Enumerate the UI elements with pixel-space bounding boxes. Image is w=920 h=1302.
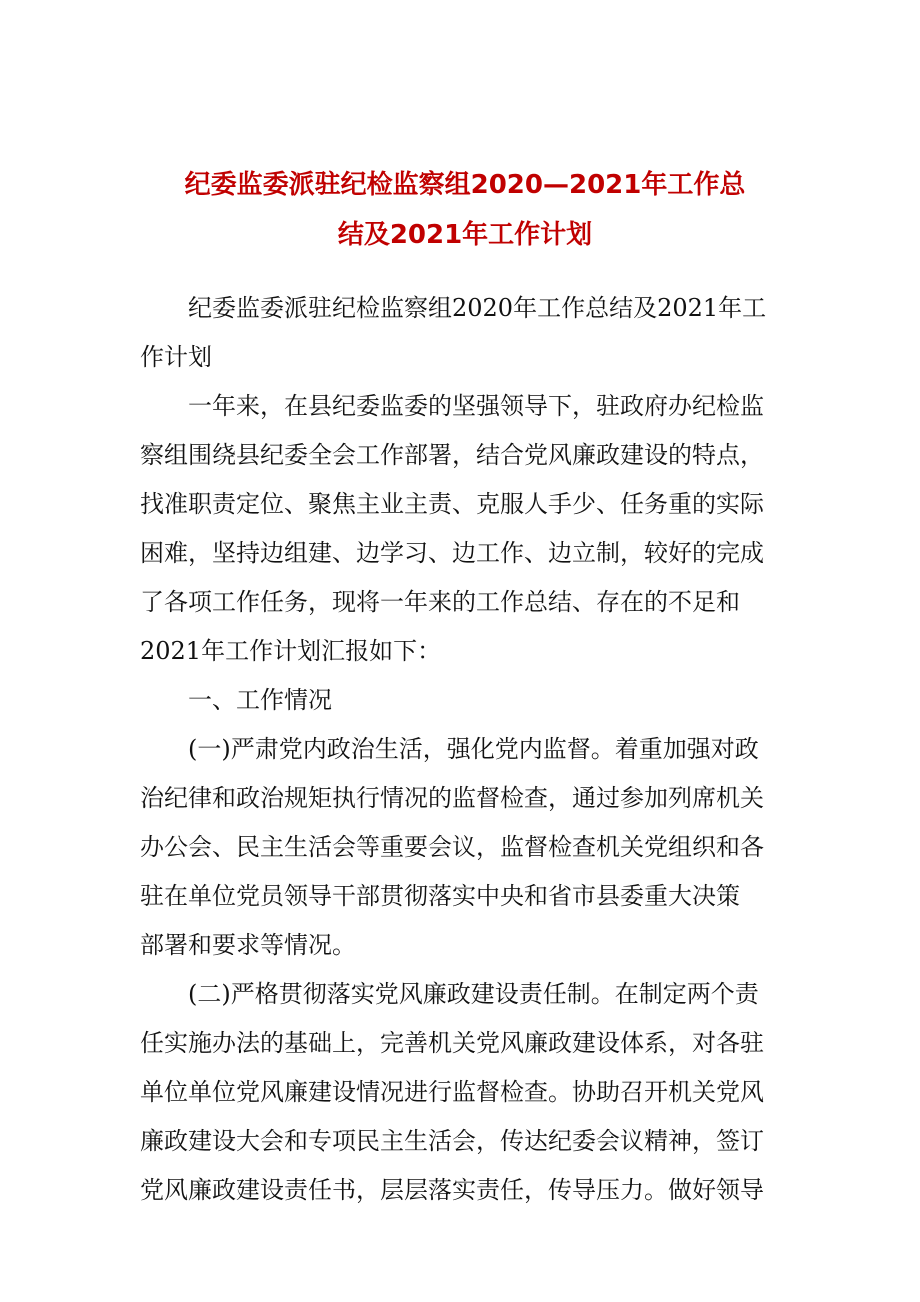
- paragraph-line: 作计划: [140, 343, 212, 371]
- paragraph-line: 2021年工作计划汇报如下：: [140, 637, 442, 665]
- paragraph-line: 纪委监委派驻纪检监察组2020年工作总结及2021年工: [188, 294, 767, 322]
- title-line-2: 结及2021年工作计划: [337, 220, 593, 250]
- paragraph-item-2: [140, 970, 790, 1215]
- paragraph-line: 部署和要求等情况。: [140, 931, 356, 959]
- document-body: [140, 284, 790, 1215]
- paragraph-line: 了各项工作任务，现将一年来的工作总结、存在的不足和: [140, 588, 740, 616]
- paragraph-line: 一年来，在县纪委监委的坚强领导下，驻政府办纪检监: [188, 392, 764, 420]
- document-title: [140, 160, 790, 260]
- paragraph-line: 驻在单位党员领导干部贯彻落实中央和省市县委重大决策: [140, 882, 740, 910]
- paragraph-line: 一、工作情况: [188, 686, 332, 714]
- paragraph-line: 任实施办法的基础上，完善机关党风廉政建设体系，对各驻: [140, 1029, 764, 1057]
- paragraph-line: 察组围绕县纪委全会工作部署，结合党风廉政建设的特点，: [140, 441, 764, 469]
- paragraph-line: 单位单位党风廉建设情况进行监督检查。协助召开机关党风: [140, 1078, 764, 1106]
- paragraph-subtitle: [140, 284, 790, 382]
- paragraph-line: 廉政建设大会和专项民主生活会，传达纪委会议精神，签订: [140, 1127, 764, 1155]
- paragraph-intro: [140, 382, 790, 676]
- paragraph-item-1: [140, 725, 790, 970]
- paragraph-line: (一)严肃党内政治生活，强化党内监督。着重加强对政: [188, 735, 759, 763]
- paragraph-line: 困难，坚持边组建、边学习、边工作、边立制，较好的完成: [140, 539, 764, 567]
- paragraph-line: (二)严格贯彻落实党风廉政建设责任制。在制定两个责: [188, 980, 759, 1008]
- paragraph-line: 办公会、民主生活会等重要会议，监督检查机关党组织和各: [140, 833, 764, 861]
- title-line-1: 纪委监委派驻纪检监察组2020—2021年工作总: [184, 170, 746, 200]
- paragraph-line: 治纪律和政治规矩执行情况的监督检查，通过参加列席机关: [140, 784, 764, 812]
- paragraph-line: 党风廉政建设责任书，层层落实责任，传导压力。做好领导: [140, 1176, 764, 1204]
- paragraph-line: 找准职责定位、聚焦主业主责、克服人手少、任务重的实际: [140, 490, 764, 518]
- section-heading: [140, 676, 790, 725]
